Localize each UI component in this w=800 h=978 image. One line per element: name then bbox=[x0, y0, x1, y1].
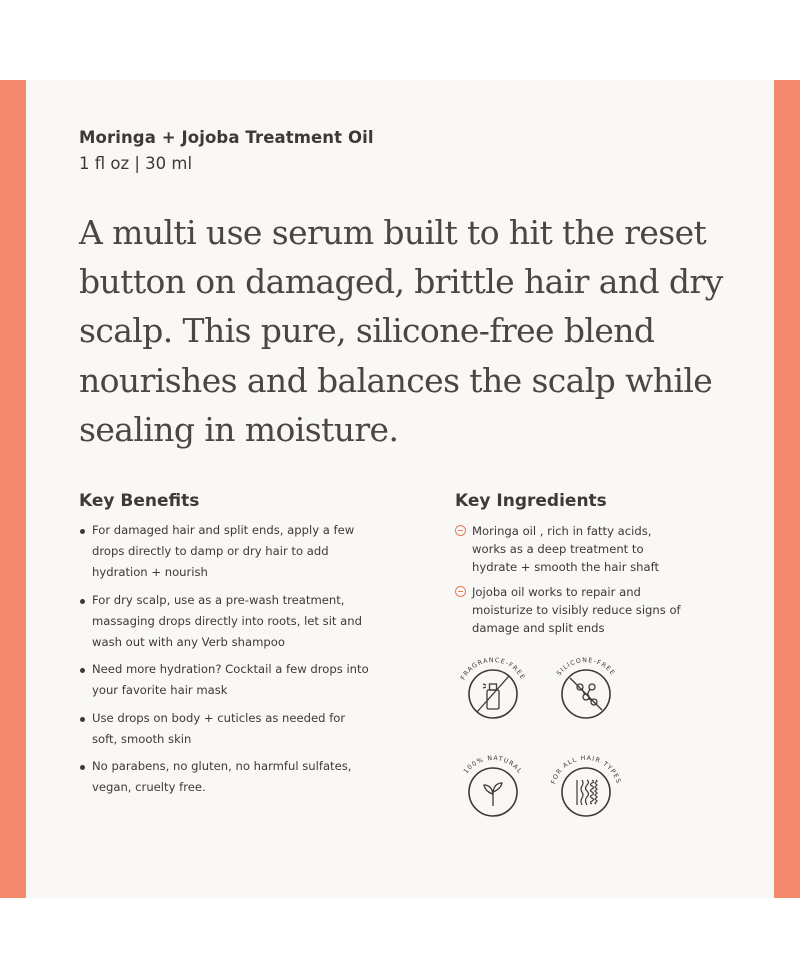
all-hair-types-badge bbox=[546, 748, 626, 828]
benefit-item: Need more hydration? Cocktail a few drops into your favorite hair mask bbox=[79, 659, 369, 701]
ingredient-text: Jojoba oil works to repair and moisturize to visibly reduce signs of damage and split ends bbox=[472, 585, 681, 635]
benefit-item: Use drops on body + cuticles as needed for soft, smooth skin bbox=[79, 708, 369, 750]
natural-badge bbox=[453, 748, 533, 828]
benefit-item: No parabens, no gluten, no harmful sulfates, vegan, cruelty free. bbox=[79, 756, 369, 798]
product-name: Moringa + Jojoba Treatment Oil bbox=[79, 128, 374, 147]
molecule-icon bbox=[570, 678, 602, 710]
ingredient-item bbox=[455, 522, 685, 576]
natural-label: 100% NATURAL bbox=[462, 754, 524, 776]
key-benefits-title: Key Benefits bbox=[79, 491, 200, 511]
silicone-free-badge bbox=[546, 650, 626, 730]
benefit-item: For dry scalp, use as a pre-wash treatment, massaging drops directly into roots, let sit and wash out with any Verb shampoo bbox=[79, 590, 369, 653]
all-hair-types-label: FOR ALL HAIR TYPES bbox=[550, 754, 622, 785]
key-ingredients-list bbox=[455, 522, 685, 644]
hair-strands-icon bbox=[577, 780, 597, 805]
silicone-free-label: SILICONE-FREE bbox=[555, 656, 617, 678]
key-benefits-list bbox=[79, 520, 369, 805]
fragrance-free-label: FRAGRANCE-FREE bbox=[459, 656, 527, 682]
right-accent-stripe bbox=[774, 80, 800, 898]
ingredient-item bbox=[455, 583, 685, 637]
capsule-icon bbox=[455, 525, 466, 536]
ingredient-text: Moringa oil , rich in fatty acids, works as a deep treatment to hydrate + smooth the hair shaft bbox=[472, 524, 660, 574]
left-accent-stripe bbox=[0, 80, 26, 898]
benefit-item: For damaged hair and split ends, apply a few drops directly to damp or dry hair to add hydration + nourish bbox=[79, 520, 369, 583]
capsule-icon bbox=[455, 586, 466, 597]
spray-bottle-icon bbox=[477, 676, 509, 712]
key-ingredients-title: Key Ingredients bbox=[455, 491, 607, 511]
sprout-icon bbox=[484, 783, 502, 806]
product-tagline: A multi use serum built to hit the reset button on damaged, brittle hair and dry scalp. This pure, silicone-free blend nourishes and balances the scalp while sealing in moisture. bbox=[79, 213, 723, 449]
product-info-panel bbox=[0, 80, 800, 898]
product-size: 1 fl oz | 30 ml bbox=[79, 154, 193, 173]
fragrance-free-badge bbox=[453, 650, 533, 730]
